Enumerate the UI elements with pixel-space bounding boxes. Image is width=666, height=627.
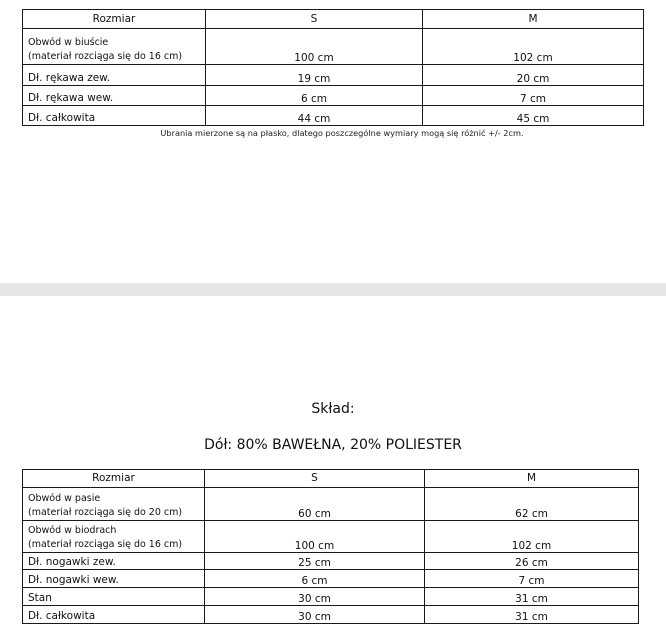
- table-header-row: [23, 470, 639, 488]
- value-m: 45 cm: [423, 106, 644, 126]
- table-header-row: [23, 10, 644, 29]
- value-m: 102 cm: [423, 29, 644, 65]
- header-rozmiar: Rozmiar: [23, 470, 205, 488]
- value-m: 31 cm: [425, 588, 639, 606]
- header-s: S: [206, 10, 423, 29]
- header-m: M: [425, 470, 639, 488]
- composition-title: Skład:: [311, 401, 355, 417]
- row-label: Dł. rękawa zew.: [23, 65, 206, 86]
- table-row: [23, 65, 644, 86]
- value-s: 60 cm: [205, 488, 425, 521]
- header-m: M: [423, 10, 644, 29]
- value-s: 100 cm: [206, 29, 423, 65]
- top-size-table: [22, 9, 644, 126]
- value-m: 7 cm: [423, 86, 644, 106]
- row-label-main: Obwód w pasie: [28, 493, 101, 505]
- value-s: 6 cm: [205, 570, 425, 588]
- header-s: S: [205, 470, 425, 488]
- section-divider: [0, 283, 666, 296]
- value-m: 102 cm: [425, 521, 639, 553]
- table-row: [23, 86, 644, 106]
- value-s: 6 cm: [206, 86, 423, 106]
- row-label: Dł. całkowita: [23, 106, 206, 126]
- value-s: 30 cm: [205, 606, 425, 624]
- table-row: [23, 29, 644, 65]
- table-row: [23, 606, 639, 624]
- table-row: [23, 521, 639, 553]
- header-rozmiar: Rozmiar: [23, 10, 206, 29]
- table-row: [23, 553, 639, 570]
- row-label: Dł. nogawki wew.: [23, 570, 205, 588]
- value-m: 7 cm: [425, 570, 639, 588]
- measurement-note: Ubrania mierzone są na płasko, dlatego poszczególne wymiary mogą się różnić +/- 2cm.: [160, 128, 524, 138]
- value-s: 44 cm: [206, 106, 423, 126]
- table-row: [23, 588, 639, 606]
- value-s: 100 cm: [205, 521, 425, 553]
- table-row: [23, 106, 644, 126]
- bottom-size-table: [22, 469, 639, 624]
- value-m: 26 cm: [425, 553, 639, 570]
- row-label-main: Obwód w biuście: [28, 37, 109, 49]
- value-m: 20 cm: [423, 65, 644, 86]
- value-s: 25 cm: [205, 553, 425, 570]
- row-label: Dł. nogawki zew.: [23, 553, 205, 570]
- row-label: Dł. rękawa wew.: [23, 86, 206, 106]
- row-label-note: (materiał rozciąga się do 16 cm): [28, 51, 183, 63]
- table-row: [23, 488, 639, 521]
- row-label: [23, 488, 205, 521]
- row-label: [23, 29, 206, 65]
- composition-line: Dół: 80% BAWEŁNA, 20% POLIESTER: [204, 437, 462, 453]
- row-label: Dł. całkowita: [23, 606, 205, 624]
- value-s: 19 cm: [206, 65, 423, 86]
- value-s: 30 cm: [205, 588, 425, 606]
- row-label-note: (materiał rozciąga się do 16 cm): [28, 539, 183, 551]
- value-m: 62 cm: [425, 488, 639, 521]
- row-label: Stan: [23, 588, 205, 606]
- value-m: 31 cm: [425, 606, 639, 624]
- row-label-note: (materiał rozciąga się do 20 cm): [28, 507, 183, 519]
- row-label: [23, 521, 205, 553]
- row-label-main: Obwód w biodrach: [28, 525, 117, 537]
- table-row: [23, 570, 639, 588]
